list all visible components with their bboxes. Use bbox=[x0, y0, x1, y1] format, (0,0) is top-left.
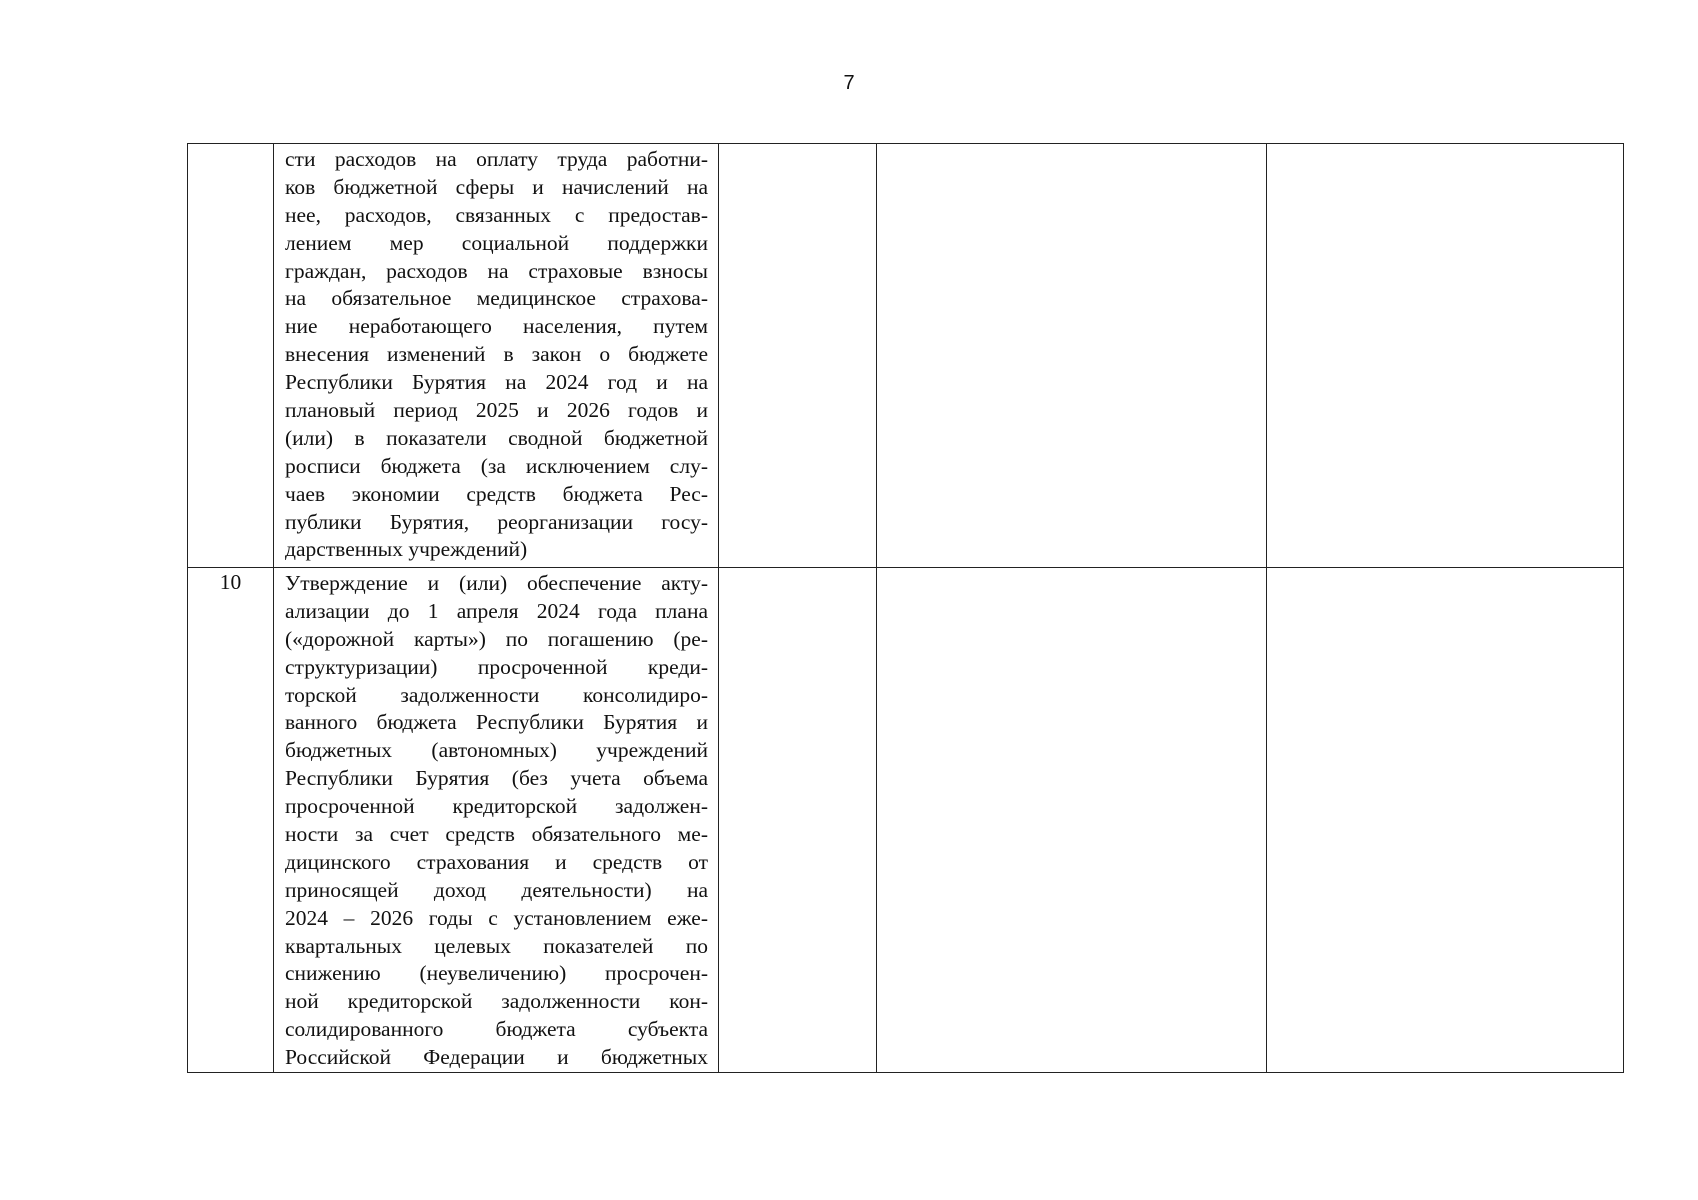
empty-cell bbox=[1267, 568, 1624, 1073]
text-line: Российской Федерации и бюджетных bbox=[285, 1045, 708, 1070]
text-line: ние неработающего населения, путем bbox=[285, 314, 708, 339]
text-line: приносящей доход деятельности) на bbox=[285, 877, 708, 902]
text-line: квартальных целевых показателей по bbox=[285, 933, 708, 958]
text-line: дицинского страхования и средств от bbox=[285, 849, 708, 874]
text-line: Утверждение и (или) обеспечение акту- bbox=[285, 571, 708, 595]
empty-cell bbox=[877, 144, 1267, 568]
text-line: на обязательное медицинское страхова- bbox=[285, 286, 708, 311]
row-number-cell bbox=[188, 144, 274, 568]
measure-description-cell bbox=[274, 144, 719, 568]
text-line: плановый период 2025 и 2026 годов и bbox=[285, 398, 708, 423]
text-line: ной кредиторской задолженности кон- bbox=[285, 989, 708, 1014]
text-line: лением мер социальной поддержки bbox=[285, 230, 708, 255]
text-line: внесения изменений в закон о бюджете bbox=[285, 342, 708, 367]
text-line: снижению (неувеличению) просрочен- bbox=[285, 961, 708, 986]
text-line: ванного бюджета Республики Бурятия и bbox=[285, 710, 708, 735]
page-number: 7 bbox=[843, 72, 855, 94]
empty-cell bbox=[1267, 144, 1624, 568]
empty-cell bbox=[719, 144, 877, 568]
table-row bbox=[188, 568, 1624, 1073]
empty-cell bbox=[877, 568, 1267, 1073]
text-line: ализации до 1 апреля 2024 года плана bbox=[285, 598, 708, 623]
text-line: дарственных учреждений) bbox=[285, 537, 528, 562]
text-line: («дорожной карты») по погашению (ре- bbox=[285, 626, 708, 651]
measure-description-cell bbox=[274, 568, 719, 1073]
table-row bbox=[188, 144, 1624, 568]
text-line: Республики Бурятия на 2024 год и на bbox=[285, 370, 708, 395]
row-number-cell: 10 bbox=[188, 568, 274, 1073]
text-line: ности за счет средств обязательного ме- bbox=[285, 822, 708, 847]
text-line: бюджетных (автономных) учреждений bbox=[285, 738, 708, 763]
text-line: 2024 – 2026 годы с установлением еже- bbox=[285, 905, 708, 930]
text-line: чаев экономии средств бюджета Рес- bbox=[285, 481, 708, 506]
text-line: граждан, расходов на страховые взносы bbox=[285, 258, 708, 283]
text-line: сти расходов на оплату труда работни- bbox=[285, 147, 708, 171]
text-line: нее, расходов, связанных с предостав- bbox=[285, 202, 708, 227]
text-line: росписи бюджета (за исключением слу- bbox=[285, 453, 708, 478]
text-line: солидированного бюджета субъекта bbox=[285, 1017, 708, 1042]
text-line: публики Бурятия, реорганизации госу- bbox=[285, 509, 708, 534]
text-line: ков бюджетной сферы и начислений на bbox=[285, 174, 708, 199]
text-line: структуризации) просроченной креди- bbox=[285, 654, 708, 679]
text-line: Республики Бурятия (без учета объема bbox=[285, 766, 708, 791]
empty-cell bbox=[719, 568, 877, 1073]
text-line: просроченной кредиторской задолжен- bbox=[285, 794, 708, 819]
text-line: (или) в показатели сводной бюджетной bbox=[285, 425, 708, 450]
measures-table bbox=[187, 143, 1624, 1073]
text-line: торской задолженности консолидиро- bbox=[285, 682, 708, 707]
